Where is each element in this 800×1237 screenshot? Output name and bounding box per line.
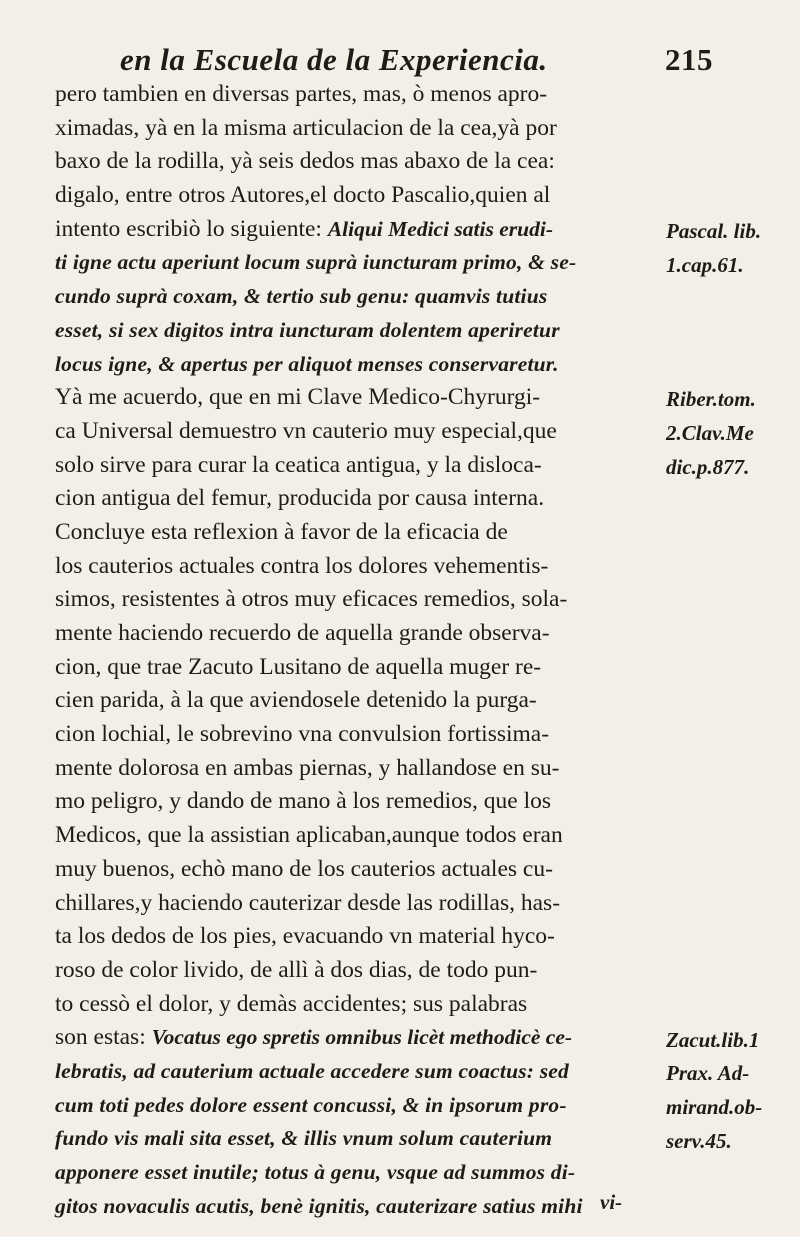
- line-text: ca Universal demuestro vn cauterio muy especial,que: [55, 417, 557, 444]
- text-line: [55, 853, 665, 887]
- line-text: mente dolorosa en ambas piernas, y hallandose en su-: [55, 754, 560, 781]
- line-text: son estas:: [55, 1024, 146, 1051]
- text-line: [55, 482, 665, 516]
- text-line: [55, 785, 665, 819]
- text-line: [55, 1055, 665, 1089]
- latin-quote: Aliqui Medici satis erudi-: [327, 216, 553, 241]
- running-header: [120, 42, 713, 78]
- marginal-note: Pascal. lib.: [666, 218, 762, 243]
- text-line: [55, 179, 665, 213]
- line-text: solo sirve para curar la ceatica antigua, y la disloca-: [55, 451, 542, 478]
- text-line: [55, 280, 665, 314]
- text-line: [55, 314, 665, 348]
- text-line: [55, 988, 665, 1022]
- line-text: cien parida, à la que aviendosele detenido la purga-: [55, 687, 537, 714]
- line-text: ti igne actu aperiunt locum suprà iuncturam primo, & se-: [55, 250, 577, 275]
- line-text: cion antigua del femur, producida por causa interna.: [55, 485, 545, 512]
- line-text: esset, si sex digitos intra iuncturam dolentem aperiretur: [55, 317, 560, 342]
- line-text: apponere esset inutile; totus à genu, vsque ad summos di-: [55, 1160, 576, 1184]
- line-text: los cauterios actuales contra los dolores vehementis-: [55, 552, 549, 579]
- text-line: [55, 516, 665, 550]
- text-line: [55, 246, 665, 280]
- text-line: [55, 145, 665, 179]
- text-line: [55, 449, 665, 483]
- text-line: [55, 78, 665, 112]
- line-text: cion, que trae Zacuto Lusitano de aquella muger re-: [55, 653, 542, 680]
- text-line: [55, 1089, 665, 1123]
- line-text: intento escribiò lo siguiente:: [55, 215, 322, 242]
- marginal-note: serv.45.: [666, 1128, 732, 1153]
- catchword: vi-: [600, 1190, 623, 1214]
- text-line: [55, 1122, 665, 1156]
- line-text: pero tambien en diversas partes, mas, ò menos apro-: [55, 81, 548, 107]
- running-title: en la Escuela de la Experiencia.: [120, 42, 548, 77]
- line-text: cundo suprà coxam, & tertio sub genu: quamvis tutius: [55, 284, 548, 309]
- text-line: [55, 583, 665, 617]
- line-text: mente haciendo recuerdo de aquella grande observa-: [55, 620, 550, 646]
- line-text: ta los dedos de los pies, evacuando vn material hyco-: [55, 923, 555, 950]
- latin-quote: Vocatus ego spretis omnibus licèt methodicè ce-: [151, 1025, 573, 1050]
- text-line: [55, 112, 665, 146]
- marginal-note: Riber.tom.: [666, 387, 756, 412]
- text-line: [55, 381, 665, 415]
- text-line: [55, 718, 665, 752]
- line-text: Medicos, que la assistian aplicaban,aunque todos eran: [55, 822, 563, 849]
- text-line: [55, 1021, 665, 1055]
- line-text: lebratis, ad cauterium actuale accedere sum coactus: sed: [55, 1058, 570, 1083]
- text-line: [55, 550, 665, 584]
- text-line: [55, 819, 665, 853]
- text-line: [55, 887, 665, 921]
- text-line: [55, 954, 665, 988]
- marginal-note: 1.cap.61.: [666, 252, 744, 277]
- line-text: cum toti pedes dolore essent concussi, & in ipsorum pro-: [55, 1092, 567, 1117]
- line-text: cion lochial, le sobrevino vna convulsion fortissima-: [55, 721, 550, 748]
- marginal-note: Prax. Ad-: [666, 1061, 750, 1086]
- page-number: 215: [665, 42, 713, 77]
- line-text: chillares,y haciendo cauterizar desde las rodillas, has-: [55, 889, 561, 916]
- line-text: to cessò el dolor, y demàs accidentes; sus palabras: [55, 990, 528, 1017]
- line-text: mo peligro, y dando de mano à los remedios, que los: [55, 788, 552, 815]
- marginal-note: 2.Clav.Me: [666, 421, 754, 445]
- body-text: [55, 78, 665, 1223]
- text-line: [55, 415, 665, 449]
- text-line: [55, 213, 665, 247]
- text-line: [55, 752, 665, 786]
- marginal-note: Zacut.lib.1: [666, 1027, 760, 1052]
- marginal-note: mirand.ob-: [666, 1095, 763, 1119]
- text-line: [55, 617, 665, 651]
- line-text: Concluye esta reflexion à favor de la eficacia de: [55, 518, 508, 545]
- line-text: baxo de la rodilla, yà seis dedos mas abaxo de la cea:: [55, 148, 555, 175]
- line-text: roso de color livido, de allì à dos dias, de todo pun-: [55, 956, 538, 983]
- text-line: [55, 651, 665, 685]
- line-text: simos, resistentes à otros muy eficaces remedios, sola-: [55, 586, 568, 613]
- line-text: gitos novaculis acutis, benè ignitis, cauterizare satius mihi: [55, 1193, 583, 1218]
- line-text: ximadas, yà en la misma articulacion de la cea,yà por: [55, 114, 557, 141]
- line-text: Yà me acuerdo, que en mi Clave Medico-Chyrurgi-: [55, 384, 541, 411]
- text-line: [55, 684, 665, 718]
- text-line: [55, 1156, 665, 1190]
- text-line: [55, 1190, 665, 1224]
- marginal-note: dic.p.877.: [666, 454, 750, 479]
- text-line: [55, 920, 665, 954]
- line-text: fundo vis mali sita esset, & illis vnum solum cauterium: [55, 1126, 553, 1151]
- line-text: locus igne, & apertus per aliquot menses conservaretur.: [55, 351, 559, 376]
- line-text: digalo, entre otros Autores,el docto Pascalio,quien al: [55, 182, 551, 209]
- text-line: [55, 348, 665, 382]
- line-text: muy buenos, echò mano de los cauterios actuales cu-: [55, 855, 553, 882]
